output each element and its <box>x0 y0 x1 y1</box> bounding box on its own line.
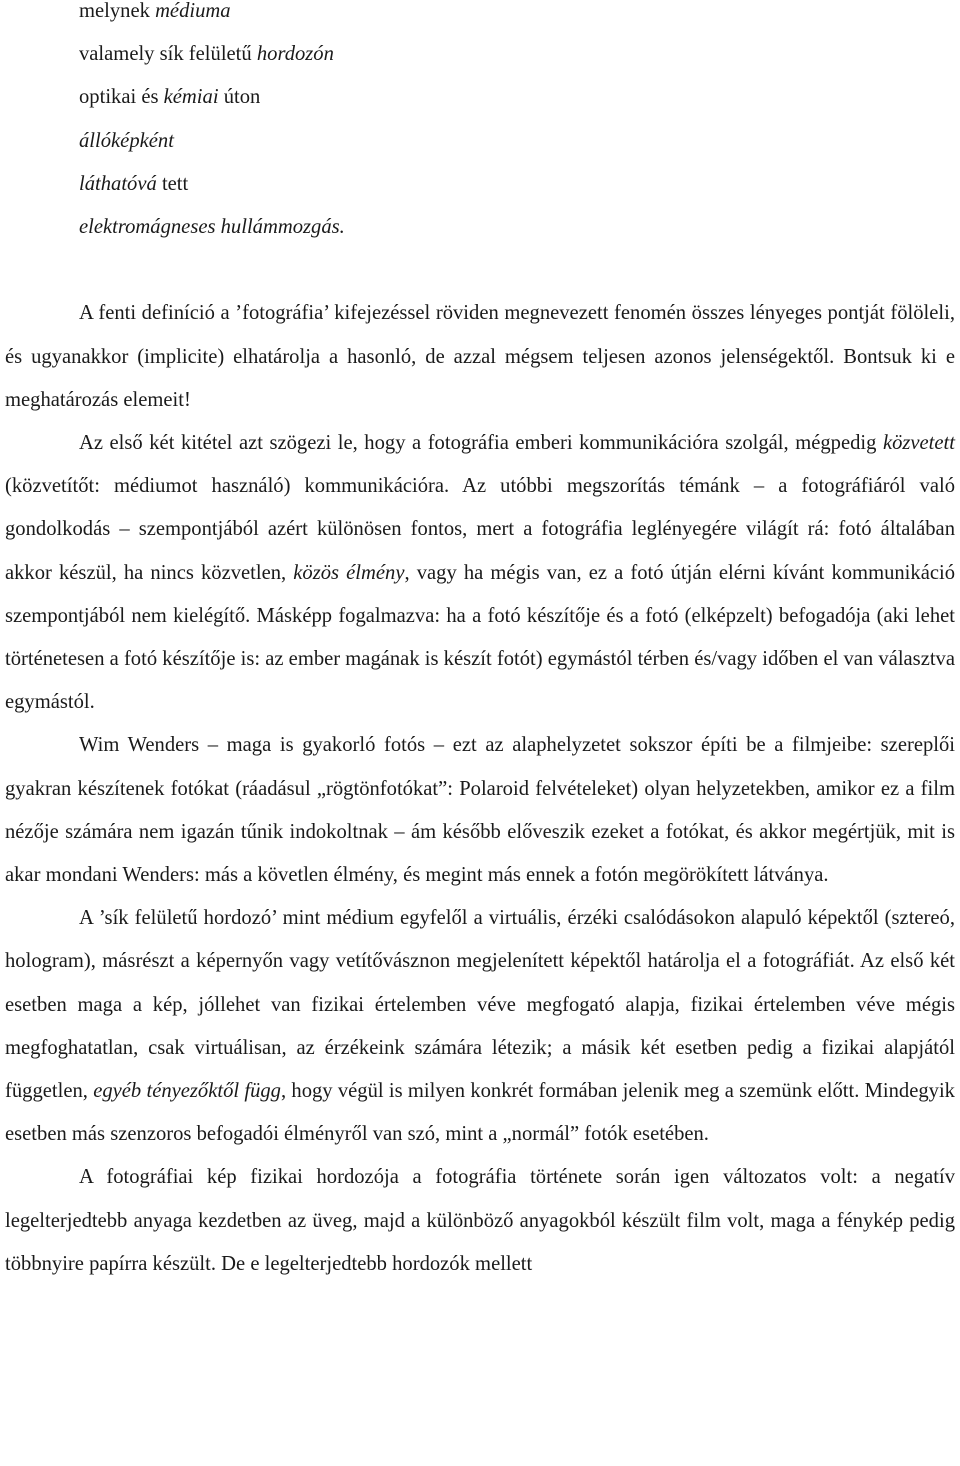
definition-line <box>79 120 955 163</box>
text-run: valamely sík felületű <box>79 43 257 66</box>
italic-run: egyéb tényezőktől függ <box>93 1079 281 1102</box>
text-run: A fenti definíció a ’fotográfia’ kifejezéssel röviden megnevezett fenomén összes lényeges pontját fölöleli, és ugyanakkor (implicite) elhatárolja a hasonló, de azzal mégsem teljesen azonos jelenségektől. Bontsuk ki e meghatározás elemeit! <box>5 302 955 411</box>
document-page <box>5 0 955 1286</box>
italic-run: kémiai <box>163 86 219 109</box>
definition-line <box>79 163 955 206</box>
text-run: tett <box>156 172 189 195</box>
text-run: (közvetítőt: médiumot használó) kommunikációra. Az utóbbi megszorítás témánk – a fotográfiáról való gondolkodás – szempontjából azért különösen fontos, mert a fotográfia leglényegére világít rá: fotó általában akkor készül, ha nincs közvetlen, <box>5 475 955 584</box>
text-run: , hogy végül is milyen konkrét formában jelenik meg a szemünk előtt. Mindegyik esetben más szenzoros befogadói élményről van szó, mint a „normál” fotók esetében. <box>5 1079 955 1146</box>
text-run: A fotográfiai kép fizikai hordozója a fotográfia története során igen változatos volt: a negatív legelterjedtebb anyaga kezdetben az üveg, majd a különböző anyagokból készült film volt, maga a fénykép pedig többnyire papírra készült. De e legelterjedtebb hordozók mellett <box>5 1166 955 1275</box>
paragraph-definition-overview <box>5 292 955 422</box>
text-run: melynek <box>79 0 156 22</box>
italic-run: hordozón <box>256 43 334 66</box>
text-run: Az első két kitétel azt szögezi le, hogy a fotográfia emberi kommunikációra szolgál, mégpedig <box>79 431 883 454</box>
text-run: A ’sík felületű hordozó’ mint médium egyfelől a virtuális, érzéki csalódásokon alapuló képektől (sztereó, hologram), másrészt a képernyőn vagy vetítővásznon megjelenített képektől határolja el a fotográfiát. Az első két esetben maga a kép, jóllehet van fizikai értelemben véve megfogató alapja, fizikai értelemben véve mégis megfoghatatlan, csak virtuálisan, az érzékeink számára létezik; a másik két esetben pedig a fizikai alapjától független, <box>5 907 955 1102</box>
definition-line <box>79 76 955 119</box>
blank-line <box>5 249 955 292</box>
text-run: , vagy ha mégis van, ez a fotó útján elérni kívánt kommunikáció szempontjából nem kielégítő. Másképp fogalmazva: ha a fotó készítője és a fotó (elképzelt) befogadója (aki lehet történetesen a fotó készítője is: az ember magának is készít fotót) egymástól térben és/vagy időben el van választva egymástól. <box>5 561 956 714</box>
definition-line <box>79 206 955 249</box>
italic-run: állóképként <box>79 129 174 152</box>
paragraph-wim-wenders <box>5 724 955 897</box>
definition-block <box>5 0 955 249</box>
italic-run: láthatóvá <box>79 172 157 195</box>
italic-run: elektromágneses hullámmozgás. <box>79 215 345 238</box>
paragraph-flat-medium <box>5 897 955 1156</box>
text-run: Wim Wenders – maga is gyakorló fotós – ezt az alaphelyzetet sokszor építi be a filmjeibe: szereplői gyakran készítenek fotókat (ráadásul „rögtönfotókat”: Polaroid felvételeket) olyan helyzetekben, amikor ez a film nézője számára nem igazán tűnik indokoltnak – ám később előveszik ezeket a fotókat, és akkor megértjük, mit is akar mondani Wenders: más a követlen élmény, és megint más ennek a fotón megörökített látványa. <box>5 734 955 886</box>
paragraph-communication <box>5 422 955 724</box>
italic-run: közös élmény <box>293 561 405 584</box>
paragraph-physical-carrier <box>5 1156 955 1286</box>
definition-line <box>79 33 955 76</box>
italic-run: közvetett <box>882 431 955 454</box>
text-run: úton <box>218 86 261 109</box>
text-run: optikai és <box>79 86 164 109</box>
italic-run: médiuma <box>155 0 231 22</box>
definition-line <box>79 0 955 33</box>
